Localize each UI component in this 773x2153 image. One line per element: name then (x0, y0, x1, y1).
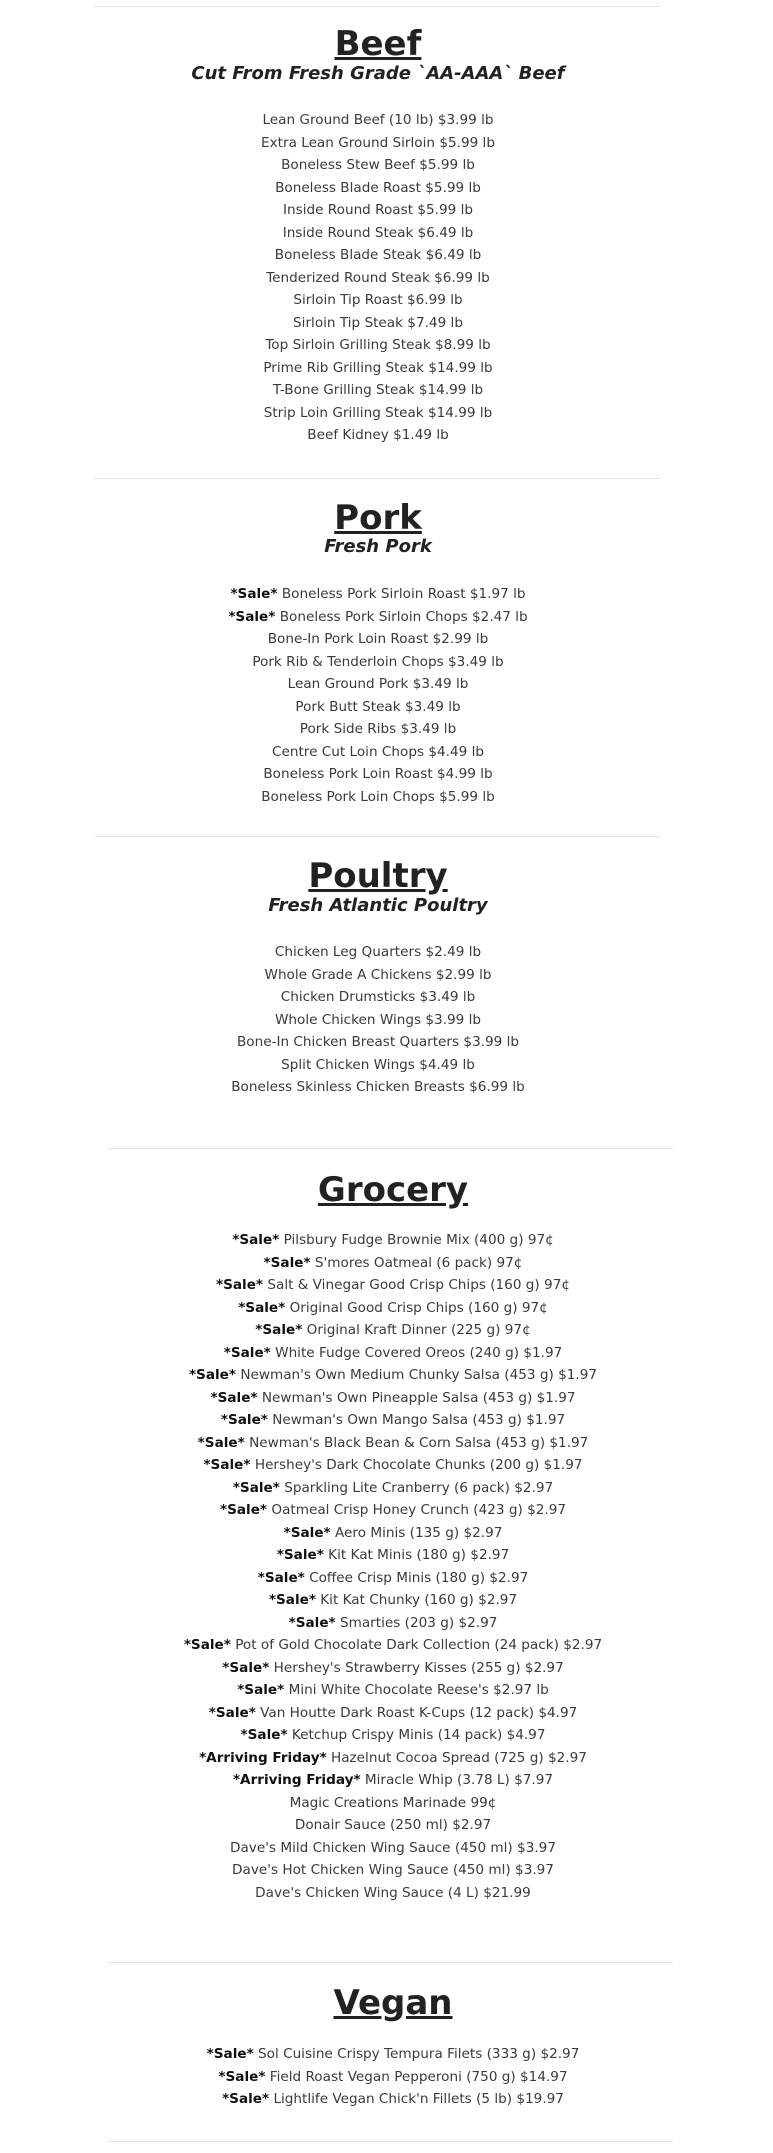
price-item (0, 2043, 773, 2066)
item-text: Bone-In Pork Loin Roast $2.99 lb (267, 631, 489, 647)
item-text: Sol Cuisine Crispy Tempura Filets (333 g) $2.97 (258, 2046, 580, 2062)
item-text: Top Sirloin Grilling Steak $8.99 lb (265, 337, 491, 353)
item-text: Donair Sauce (250 ml) $2.97 (294, 1817, 492, 1833)
section-subtitle: Fresh Pork (324, 536, 432, 557)
item-text: Boneless Pork Sirloin Roast $1.97 lb (281, 586, 526, 602)
item-text: Lightlife Vegan Chick'n Fillets (5 lb) $19.97 (273, 2091, 564, 2107)
item-text: Prime Rib Grilling Steak $14.99 lb (263, 359, 493, 376)
sale-tag: *Arriving Friday* (232, 1772, 361, 1788)
item-text: Boneless Pork Sirloin Chops $2.47 lb (279, 608, 528, 625)
sale-tag: *Sale* (288, 1614, 336, 1631)
sale-tag: *Sale* (283, 1524, 331, 1541)
section-title: Pork (334, 498, 422, 538)
sale-tag: *Sale* (223, 1344, 271, 1361)
sale-tag: *Sale* (263, 1254, 311, 1271)
item-text: Hazelnut Cocoa Spread (725 g) $2.97 (331, 1749, 587, 1766)
sale-tag: *Sale* (230, 586, 278, 602)
price-item (0, 2088, 773, 2111)
item-text: Original Good Crisp Chips (160 g) 97¢ (289, 1299, 548, 1316)
item-text: Boneless Pork Loin Roast $4.99 lb (263, 766, 493, 782)
section-subtitle: Fresh Atlantic Poultry (268, 895, 488, 916)
sale-tag: *Sale* (268, 1592, 316, 1608)
item-text: Newman's Black Bean & Corn Salsa (453 g) $1.97 (249, 1434, 589, 1451)
item-text: Whole Grade A Chickens $2.99 lb (264, 966, 492, 983)
item-text: Boneless Blade Steak $6.49 lb (274, 247, 482, 263)
sale-tag: *Sale* (257, 1569, 305, 1586)
sale-tag: *Sale* (203, 1457, 251, 1473)
item-text: Boneless Stew Beef $5.99 lb (281, 157, 475, 173)
item-text: Split Chicken Wings $4.49 lb (281, 1056, 475, 1073)
item-text: Boneless Skinless Chicken Breasts $6.99 lb (231, 1079, 525, 1095)
sale-tag: *Sale* (232, 1479, 280, 1496)
item-text: Centre Cut Loin Chops $4.49 lb (272, 743, 484, 760)
item-text: Ketchup Crispy Minis (14 pack) $4.97 (291, 1727, 546, 1743)
item-text: Pilsbury Fudge Brownie Mix (400 g) 97¢ (283, 1232, 554, 1248)
item-text: Pork Side Ribs $3.49 lb (299, 721, 457, 737)
item-text: Newman's Own Medium Chunky Salsa (453 g) $1.97 (240, 1367, 598, 1383)
sale-tag: *Sale* (210, 1389, 258, 1406)
section-title: Beef (334, 24, 422, 64)
item-text: Strip Loin Grilling Steak $14.99 lb (263, 404, 493, 421)
item-list (0, 2043, 773, 2111)
sale-tag: *Sale* (255, 1322, 303, 1338)
item-text: Pork Rib & Tenderloin Chops $3.49 lb (252, 653, 504, 670)
price-item (0, 2066, 773, 2089)
sale-tag: *Sale* (240, 1727, 288, 1743)
item-text: Chicken Leg Quarters $2.49 lb (274, 944, 482, 960)
item-text: Coffee Crisp Minis (180 g) $2.97 (309, 1569, 529, 1586)
sale-tag: *Sale* (238, 1299, 286, 1316)
section-title: Grocery (317, 1170, 469, 1210)
sale-tag: *Sale* (276, 1547, 324, 1563)
item-text: Dave's Mild Chicken Wing Sauce (450 ml) $3.97 (230, 1839, 556, 1856)
item-text: Lean Ground Pork $3.49 lb (287, 676, 469, 692)
item-text: Kit Kat Minis (180 g) $2.97 (328, 1547, 510, 1563)
item-text: Miracle Whip (3.78 L) $7.97 (364, 1772, 554, 1788)
sale-tag: *Sale* (218, 2068, 266, 2085)
sale-tag: *Sale* (215, 1277, 264, 1293)
sale-tag: *Sale* (222, 1659, 270, 1676)
item-text: Smarties (203 g) $2.97 (339, 1614, 498, 1631)
item-text: Sparkling Lite Cranberry (6 pack) $2.97 (284, 1479, 554, 1496)
sale-tag: *Sale* (232, 1232, 280, 1248)
item-text: Tenderized Round Steak $6.99 lb (266, 269, 490, 286)
item-text: Newman's Own Mango Salsa (453 g) $1.97 (272, 1412, 566, 1428)
item-text: Sirloin Tip Roast $6.99 lb (293, 292, 463, 308)
sale-tag: *Sale* (206, 2046, 254, 2062)
sale-tag: *Sale* (237, 1682, 285, 1698)
section-subtitle: Cut From Fresh Grade `AA-AAA` Beef (191, 63, 565, 84)
sale-tag: *Sale* (220, 1412, 268, 1428)
item-text: Beef Kidney $1.49 lb (307, 427, 449, 443)
item-text: Pork Butt Steak $3.49 lb (295, 698, 461, 715)
section-title: Poultry (308, 856, 448, 896)
item-text: Magic Creations Marinade 99¢ (289, 1794, 497, 1811)
item-text: Bone-In Chicken Breast Quarters $3.99 lb (236, 1034, 520, 1050)
item-text: Oatmeal Crisp Honey Crunch (423 g) $2.97 (271, 1502, 567, 1518)
item-text: Inside Round Roast $5.99 lb (283, 202, 473, 218)
sale-tag: *Arriving Friday* (199, 1749, 327, 1766)
item-text: Lean Ground Beef (10 lb) $3.99 lb (262, 112, 494, 128)
section-title: Vegan (333, 1983, 453, 2023)
item-text: Dave's Chicken Wing Sauce (4 L) $21.99 (255, 1884, 531, 1901)
sale-tag: *Sale* (197, 1434, 245, 1451)
item-text: Mini White Chocolate Reese's $2.97 lb (288, 1682, 549, 1698)
item-text: Newman's Own Pineapple Salsa (453 g) $1.97 (261, 1389, 576, 1406)
item-text: Dave's Hot Chicken Wing Sauce (450 ml) $3.97 (232, 1862, 554, 1878)
item-text: Sirloin Tip Steak $7.49 lb (293, 314, 463, 331)
item-text: Kit Kat Chunky (160 g) $2.97 (320, 1592, 518, 1608)
item-text: S'mores Oatmeal (6 pack) 97¢ (314, 1254, 523, 1271)
item-text: Whole Chicken Wings $3.99 lb (274, 1011, 482, 1028)
item-text: Van Houtte Dark Roast K-Cups (12 pack) $4.97 (260, 1704, 578, 1721)
sale-tag: *Sale* (222, 2091, 270, 2107)
item-text: T-Bone Grilling Steak $14.99 lb (272, 382, 484, 398)
item-text: Inside Round Steak $6.49 lb (282, 224, 474, 241)
item-text: White Fudge Covered Oreos (240 g) $1.97 (275, 1344, 563, 1361)
item-text: Aero Minis (135 g) $2.97 (334, 1524, 503, 1541)
sale-tag: *Sale* (208, 1704, 256, 1721)
sale-tag: *Sale* (183, 1637, 231, 1653)
sale-tag: *Sale* (228, 608, 276, 625)
item-text: Boneless Blade Roast $5.99 lb (275, 179, 481, 196)
item-text: Hershey's Strawberry Kisses (255 g) $2.97 (273, 1659, 564, 1676)
item-text: Boneless Pork Loin Chops $5.99 lb (261, 788, 495, 805)
item-text: Salt & Vinegar Good Crisp Chips (160 g) 97¢ (267, 1277, 571, 1293)
item-text: Original Kraft Dinner (225 g) 97¢ (306, 1322, 531, 1338)
item-text: Hershey's Dark Chocolate Chunks (200 g) $1.97 (254, 1457, 583, 1473)
item-text: Field Roast Vegan Pepperoni (750 g) $14.97 (269, 2068, 568, 2085)
divider (108, 2141, 673, 2142)
item-text: Chicken Drumsticks $3.49 lb (280, 989, 476, 1005)
item-text: Pot of Gold Chocolate Dark Collection (24 pack) $2.97 (235, 1637, 603, 1653)
sale-tag: *Sale* (219, 1502, 268, 1518)
item-text: Extra Lean Ground Sirloin $5.99 lb (261, 134, 495, 151)
sale-tag: *Sale* (188, 1367, 236, 1383)
